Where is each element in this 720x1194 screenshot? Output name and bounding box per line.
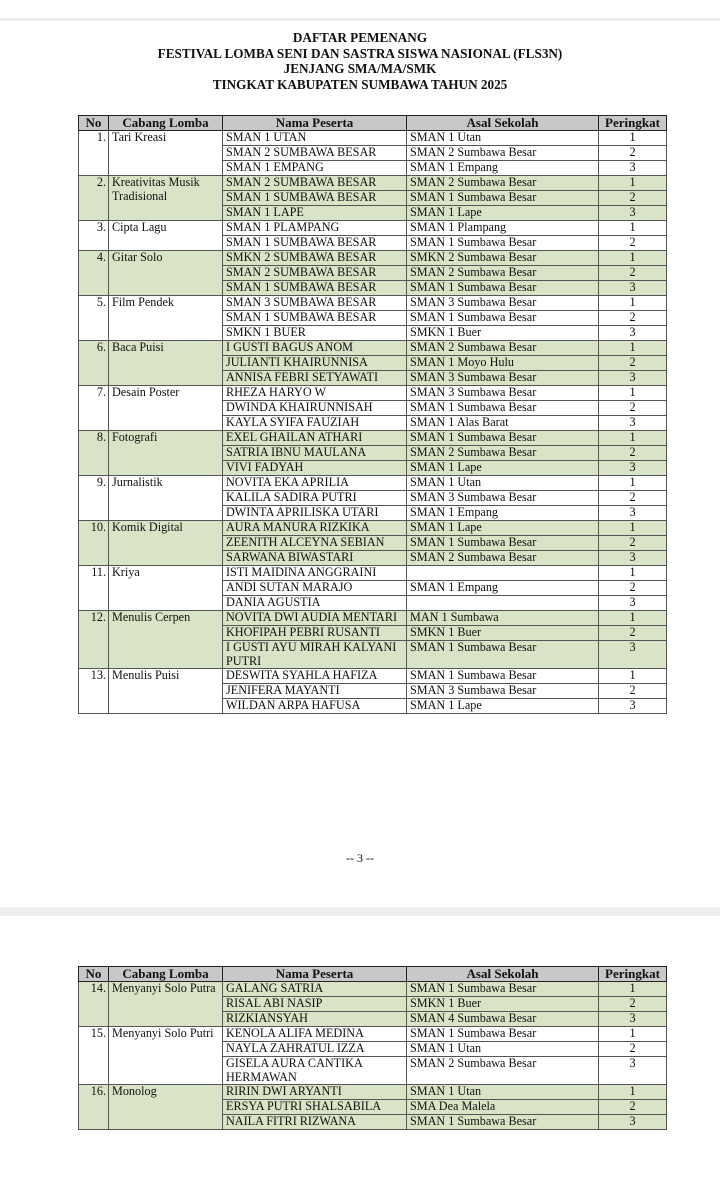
cell-asal-sekolah: SMAN 1 Empang <box>407 581 599 596</box>
cell-peringkat: 1 <box>599 251 667 266</box>
cell-asal-sekolah: SMAN 4 Sumbawa Besar <box>407 1012 599 1027</box>
cell-nama-peserta: KAYLA SYIFA FAUZIAH <box>223 416 407 431</box>
cell-no: 9. <box>79 476 109 521</box>
table-row <box>79 611 667 626</box>
cell-nama-peserta: DANIA AGUSTIA <box>223 596 407 611</box>
table-body-page-1 <box>79 131 667 714</box>
cell-peringkat: 2 <box>599 997 667 1012</box>
header-no: No <box>79 116 109 131</box>
cell-no: 10. <box>79 521 109 566</box>
cell-asal-sekolah: SMAN 2 Sumbawa Besar <box>407 446 599 461</box>
cell-peringkat: 3 <box>599 1057 667 1085</box>
cell-peringkat: 1 <box>599 386 667 401</box>
cell-nama-peserta: RIRIN DWI ARYANTI <box>223 1085 407 1100</box>
cell-asal-sekolah: SMKN 1 Buer <box>407 326 599 341</box>
cell-peringkat: 1 <box>599 341 667 356</box>
cell-asal-sekolah: SMAN 1 Sumbawa Besar <box>407 641 599 669</box>
cell-nama-peserta: GALANG SATRIA <box>223 982 407 997</box>
cell-nama-peserta: SMAN 2 SUMBAWA BESAR <box>223 146 407 161</box>
cell-peringkat: 3 <box>599 461 667 476</box>
cell-asal-sekolah: SMAN 1 Sumbawa Besar <box>407 1027 599 1042</box>
cell-peringkat: 3 <box>599 206 667 221</box>
cell-peringkat: 1 <box>599 669 667 684</box>
cell-nama-peserta: VIVI FADYAH <box>223 461 407 476</box>
table-header-row <box>79 967 667 982</box>
viewer-top-bar <box>0 0 720 21</box>
cell-no: 12. <box>79 611 109 669</box>
cell-peringkat: 2 <box>599 146 667 161</box>
document-title-block <box>0 30 720 92</box>
cell-peringkat: 1 <box>599 611 667 626</box>
cell-asal-sekolah: SMAN 1 Lape <box>407 521 599 536</box>
cell-nama-peserta: ANDI SUTAN MARAJO <box>223 581 407 596</box>
table-row <box>79 221 667 236</box>
table-row <box>79 982 667 997</box>
table-row <box>79 1085 667 1100</box>
cell-asal-sekolah: SMKN 1 Buer <box>407 997 599 1012</box>
cell-asal-sekolah: SMAN 1 Sumbawa Besar <box>407 431 599 446</box>
cell-nama-peserta: SARWANA BIWASTARI <box>223 551 407 566</box>
cell-nama-peserta: I GUSTI BAGUS ANOM <box>223 341 407 356</box>
cell-peringkat: 1 <box>599 176 667 191</box>
cell-peringkat: 1 <box>599 221 667 236</box>
table-row <box>79 341 667 356</box>
header-peringkat: Peringkat <box>599 116 667 131</box>
page-number: -- 3 -- <box>346 851 374 865</box>
cell-asal-sekolah: SMAN 3 Sumbawa Besar <box>407 296 599 311</box>
cell-peringkat: 1 <box>599 1027 667 1042</box>
cell-asal-sekolah: SMAN 2 Sumbawa Besar <box>407 1057 599 1085</box>
cell-nama-peserta: SMAN 1 EMPANG <box>223 161 407 176</box>
cell-asal-sekolah <box>407 596 599 611</box>
table-row <box>79 669 667 684</box>
table-row <box>79 566 667 581</box>
cell-asal-sekolah: SMAN 3 Sumbawa Besar <box>407 386 599 401</box>
cell-peringkat: 3 <box>599 699 667 714</box>
cell-no: 16. <box>79 1085 109 1130</box>
cell-cabang-lomba: Komik Digital <box>109 521 223 566</box>
cell-nama-peserta: SMAN 3 SUMBAWA BESAR <box>223 296 407 311</box>
cell-asal-sekolah: SMAN 1 Empang <box>407 161 599 176</box>
table-row <box>79 296 667 311</box>
cell-nama-peserta: RISAL ABI NASIP <box>223 997 407 1012</box>
cell-nama-peserta: DWINDA KHAIRUNNISAH <box>223 401 407 416</box>
cell-nama-peserta: SMKN 2 SUMBAWA BESAR <box>223 251 407 266</box>
title-line-1: DAFTAR PEMENANG <box>292 30 428 45</box>
table-row <box>79 386 667 401</box>
cell-nama-peserta: SMAN 1 PLAMPANG <box>223 221 407 236</box>
table-row <box>79 176 667 191</box>
table-row <box>79 131 667 146</box>
cell-asal-sekolah: SMAN 1 Sumbawa Besar <box>407 536 599 551</box>
header-cabang-lomba: Cabang Lomba <box>109 116 223 131</box>
cell-peringkat: 3 <box>599 326 667 341</box>
cell-no: 6. <box>79 341 109 386</box>
cell-nama-peserta: JENIFERA MAYANTI <box>223 684 407 699</box>
cell-asal-sekolah: SMAN 1 Utan <box>407 476 599 491</box>
cell-peringkat: 2 <box>599 684 667 699</box>
header-asal-sekolah: Asal Sekolah <box>407 967 599 982</box>
cell-peringkat: 1 <box>599 476 667 491</box>
cell-asal-sekolah: SMAN 1 Moyo Hulu <box>407 356 599 371</box>
cell-nama-peserta: DWINTA APRILISKA UTARI <box>223 506 407 521</box>
cell-nama-peserta: RIZKIANSYAH <box>223 1012 407 1027</box>
cell-asal-sekolah: SMKN 2 Sumbawa Besar <box>407 251 599 266</box>
cell-asal-sekolah: MAN 1 Sumbawa <box>407 611 599 626</box>
cell-peringkat: 3 <box>599 371 667 386</box>
cell-nama-peserta: I GUSTI AYU MIRAH KALYANI PUTRI <box>223 641 407 669</box>
cell-asal-sekolah <box>407 566 599 581</box>
cell-no: 5. <box>79 296 109 341</box>
cell-cabang-lomba: Kriya <box>109 566 223 611</box>
cell-peringkat: 2 <box>599 446 667 461</box>
cell-peringkat: 3 <box>599 596 667 611</box>
cell-nama-peserta: GISELA AURA CANTIKA HERMAWAN <box>223 1057 407 1085</box>
cell-cabang-lomba: Tari Kreasi <box>109 131 223 176</box>
table-header-row <box>79 116 667 131</box>
cell-nama-peserta: DESWITA SYAHLA HAFIZA <box>223 669 407 684</box>
header-asal-sekolah: Asal Sekolah <box>407 116 599 131</box>
cell-peringkat: 3 <box>599 416 667 431</box>
cell-no: 8. <box>79 431 109 476</box>
cell-nama-peserta: KENOLA ALIFA MEDINA <box>223 1027 407 1042</box>
cell-peringkat: 1 <box>599 431 667 446</box>
document-page-4 <box>0 916 720 1194</box>
cell-peringkat: 3 <box>599 1012 667 1027</box>
table-body-page-2 <box>79 982 667 1130</box>
cell-asal-sekolah: SMAN 1 Sumbawa Besar <box>407 236 599 251</box>
table-row <box>79 431 667 446</box>
cell-asal-sekolah: SMAN 3 Sumbawa Besar <box>407 684 599 699</box>
cell-cabang-lomba: Menyanyi Solo Putra <box>109 982 223 1027</box>
cell-asal-sekolah: SMAN 3 Sumbawa Besar <box>407 491 599 506</box>
cell-peringkat: 3 <box>599 281 667 296</box>
cell-peringkat: 2 <box>599 491 667 506</box>
cell-asal-sekolah: SMAN 1 Lape <box>407 699 599 714</box>
cell-peringkat: 3 <box>599 506 667 521</box>
document-page-3 <box>0 21 720 907</box>
winners-table-page-2 <box>78 966 667 1130</box>
header-cabang-lomba: Cabang Lomba <box>109 967 223 982</box>
cell-nama-peserta: SMAN 1 SUMBAWA BESAR <box>223 311 407 326</box>
cell-asal-sekolah: SMAN 1 Lape <box>407 206 599 221</box>
cell-no: 11. <box>79 566 109 611</box>
cell-asal-sekolah: SMAN 1 Sumbawa Besar <box>407 669 599 684</box>
cell-nama-peserta: EXEL GHAILAN ATHARI <box>223 431 407 446</box>
cell-nama-peserta: SMAN 1 SUMBAWA BESAR <box>223 281 407 296</box>
cell-nama-peserta: SMAN 1 SUMBAWA BESAR <box>223 236 407 251</box>
cell-peringkat: 2 <box>599 626 667 641</box>
cell-cabang-lomba: Desain Poster <box>109 386 223 431</box>
cell-no: 14. <box>79 982 109 1027</box>
cell-cabang-lomba: Jurnalistik <box>109 476 223 521</box>
table-row <box>79 251 667 266</box>
cell-peringkat: 2 <box>599 311 667 326</box>
cell-asal-sekolah: SMA Dea Malela <box>407 1100 599 1115</box>
cell-nama-peserta: JULIANTI KHAIRUNNISA <box>223 356 407 371</box>
cell-no: 13. <box>79 669 109 714</box>
cell-nama-peserta: NAILA FITRI RIZWANA <box>223 1115 407 1130</box>
page-separator <box>0 907 720 916</box>
cell-nama-peserta: NAYLA ZAHRATUL IZZA <box>223 1042 407 1057</box>
cell-asal-sekolah: SMAN 1 Alas Barat <box>407 416 599 431</box>
cell-cabang-lomba: Monolog <box>109 1085 223 1130</box>
cell-no: 3. <box>79 221 109 251</box>
cell-peringkat: 3 <box>599 1115 667 1130</box>
cell-nama-peserta: SMKN 1 BUER <box>223 326 407 341</box>
cell-nama-peserta: KALILA SADIRA PUTRI <box>223 491 407 506</box>
cell-asal-sekolah: SMAN 1 Sumbawa Besar <box>407 191 599 206</box>
cell-asal-sekolah: SMAN 2 Sumbawa Besar <box>407 146 599 161</box>
cell-asal-sekolah: SMAN 1 Sumbawa Besar <box>407 1115 599 1130</box>
cell-asal-sekolah: SMAN 1 Sumbawa Besar <box>407 311 599 326</box>
cell-asal-sekolah: SMAN 1 Utan <box>407 1042 599 1057</box>
cell-cabang-lomba: Film Pendek <box>109 296 223 341</box>
cell-asal-sekolah: SMAN 2 Sumbawa Besar <box>407 266 599 281</box>
table-row <box>79 476 667 491</box>
cell-nama-peserta: AURA MANURA RIZKIKA <box>223 521 407 536</box>
cell-peringkat: 1 <box>599 982 667 997</box>
cell-asal-sekolah: SMAN 1 Sumbawa Besar <box>407 281 599 296</box>
cell-cabang-lomba: Cipta Lagu <box>109 221 223 251</box>
title-line-2: FESTIVAL LOMBA SENI DAN SASTRA SISWA NASIONAL (FLS3N) <box>157 45 563 61</box>
cell-cabang-lomba: Menulis Cerpen <box>109 611 223 669</box>
cell-peringkat: 2 <box>599 1100 667 1115</box>
cell-asal-sekolah: SMAN 2 Sumbawa Besar <box>407 341 599 356</box>
cell-nama-peserta: WILDAN ARPA HAFUSA <box>223 699 407 714</box>
cell-asal-sekolah: SMAN 1 Plampang <box>407 221 599 236</box>
cell-nama-peserta: SMAN 1 LAPE <box>223 206 407 221</box>
cell-peringkat: 2 <box>599 266 667 281</box>
cell-peringkat: 3 <box>599 161 667 176</box>
cell-peringkat: 1 <box>599 131 667 146</box>
header-no: No <box>79 967 109 982</box>
cell-no: 7. <box>79 386 109 431</box>
cell-peringkat: 3 <box>599 641 667 669</box>
cell-nama-peserta: SMAN 2 SUMBAWA BESAR <box>223 266 407 281</box>
cell-nama-peserta: ZEENITH ALCEYNA SEBIAN <box>223 536 407 551</box>
cell-nama-peserta: SMAN 2 SUMBAWA BESAR <box>223 176 407 191</box>
cell-cabang-lomba: Gitar Solo <box>109 251 223 296</box>
cell-asal-sekolah: SMAN 1 Lape <box>407 461 599 476</box>
cell-cabang-lomba: Fotografi <box>109 431 223 476</box>
cell-nama-peserta: ANNISA FEBRI SETYAWATI <box>223 371 407 386</box>
cell-nama-peserta: ISTI MAIDINA ANGGRAINI <box>223 566 407 581</box>
cell-cabang-lomba: Baca Puisi <box>109 341 223 386</box>
cell-no: 2. <box>79 176 109 221</box>
cell-nama-peserta: RHEZA HARYO W <box>223 386 407 401</box>
cell-nama-peserta: NOVITA EKA APRILIA <box>223 476 407 491</box>
cell-asal-sekolah: SMAN 1 Empang <box>407 506 599 521</box>
cell-peringkat: 2 <box>599 401 667 416</box>
cell-asal-sekolah: SMAN 1 Sumbawa Besar <box>407 401 599 416</box>
header-nama-peserta: Nama Peserta <box>223 116 407 131</box>
cell-no: 4. <box>79 251 109 296</box>
cell-peringkat: 1 <box>599 1085 667 1100</box>
table-row <box>79 1027 667 1042</box>
cell-nama-peserta: ERSYA PUTRI SHALSABILA <box>223 1100 407 1115</box>
cell-cabang-lomba: Menyanyi Solo Putri <box>109 1027 223 1085</box>
cell-peringkat: 2 <box>599 536 667 551</box>
cell-peringkat: 2 <box>599 581 667 596</box>
header-peringkat: Peringkat <box>599 967 667 982</box>
cell-peringkat: 2 <box>599 236 667 251</box>
table-row <box>79 521 667 536</box>
cell-peringkat: 1 <box>599 296 667 311</box>
cell-peringkat: 1 <box>599 566 667 581</box>
title-line-3: JENJANG SMA/MA/SMK <box>283 61 437 76</box>
cell-asal-sekolah: SMAN 2 Sumbawa Besar <box>407 176 599 191</box>
cell-cabang-lomba: Kreativitas Musik Tradisional <box>109 176 223 221</box>
cell-asal-sekolah: SMKN 1 Buer <box>407 626 599 641</box>
cell-peringkat: 1 <box>599 521 667 536</box>
cell-peringkat: 3 <box>599 551 667 566</box>
cell-nama-peserta: SATRIA IBNU MAULANA <box>223 446 407 461</box>
winners-table-page-1 <box>78 115 667 714</box>
cell-asal-sekolah: SMAN 1 Sumbawa Besar <box>407 982 599 997</box>
cell-peringkat: 2 <box>599 1042 667 1057</box>
cell-nama-peserta: SMAN 1 SUMBAWA BESAR <box>223 191 407 206</box>
cell-asal-sekolah: SMAN 1 Utan <box>407 1085 599 1100</box>
header-nama-peserta: Nama Peserta <box>223 967 407 982</box>
cell-peringkat: 2 <box>599 191 667 206</box>
cell-nama-peserta: NOVITA DWI AUDIA MENTARI <box>223 611 407 626</box>
cell-nama-peserta: SMAN 1 UTAN <box>223 131 407 146</box>
cell-asal-sekolah: SMAN 1 Utan <box>407 131 599 146</box>
cell-no: 15. <box>79 1027 109 1085</box>
cell-asal-sekolah: SMAN 3 Sumbawa Besar <box>407 371 599 386</box>
cell-peringkat: 2 <box>599 356 667 371</box>
cell-cabang-lomba: Menulis Puisi <box>109 669 223 714</box>
title-line-4: TINGKAT KABUPATEN SUMBAWA TAHUN 2025 <box>212 76 508 92</box>
cell-no: 1. <box>79 131 109 176</box>
cell-asal-sekolah: SMAN 2 Sumbawa Besar <box>407 551 599 566</box>
cell-nama-peserta: KHOFIPAH PEBRI RUSANTI <box>223 626 407 641</box>
